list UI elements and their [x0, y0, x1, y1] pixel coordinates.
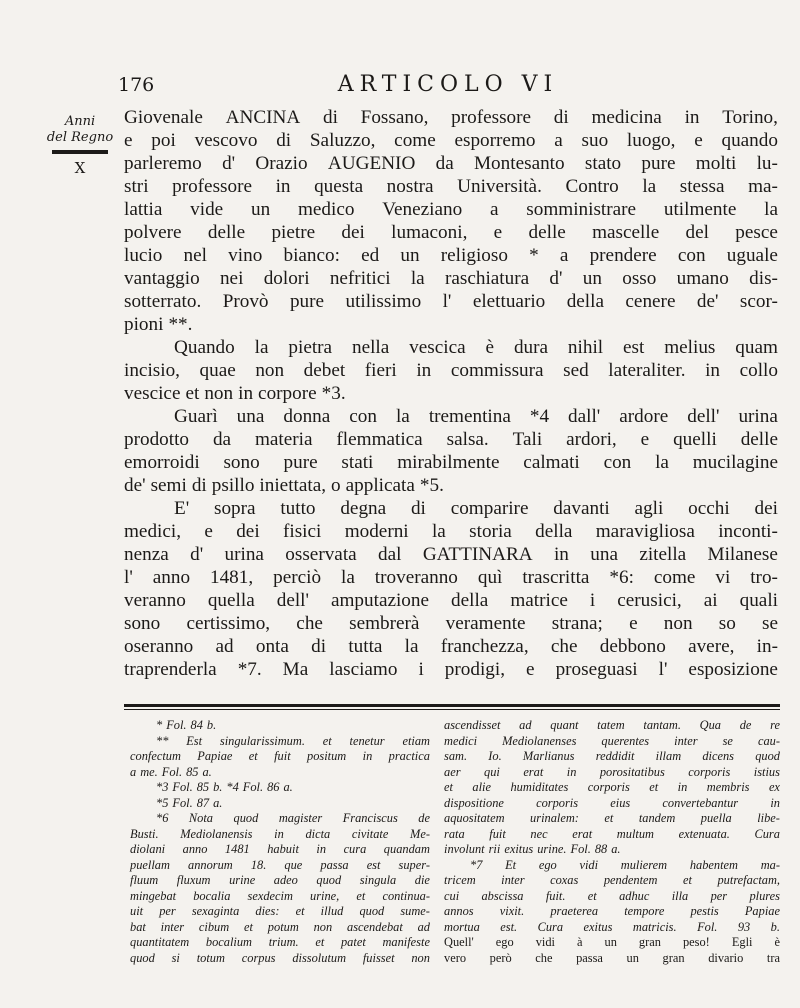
main-text-line: veranno quella dell' amputazione della matrice i cerusici, ai quali [124, 590, 778, 611]
main-text-line: emorroidi sono pure stati mirabilmente calmati con la mucilagine [124, 452, 778, 473]
footnote-right-line: vero però che passa un gran divario tra [444, 950, 780, 965]
main-text-line: E' sopra tutto degna di comparire davanti agli occhi dei [174, 498, 778, 519]
main-text-line: sotterrato. Provò pure utilissimo l' elettuario della cenere de' scor- [124, 291, 778, 312]
main-text-line: vescice et non in corpore *3. [124, 383, 346, 404]
footnote-left-line: fluum fluxum urine adeo quod singula die [130, 873, 430, 887]
footnote-left-line: Busti. Mediolanensis in dicta civitate Me- [130, 826, 430, 841]
footnote-left-line: *3 Fol. 85 b. *4 Fol. 86 a. [156, 780, 293, 794]
footnote-right-line: involunt rii exitus urine. Fol. 88 a. [444, 842, 621, 856]
main-text-line: pioni **. [124, 314, 193, 335]
footnote-right-line: aer qui erat in porositatibus corporis istius [444, 764, 780, 779]
footnote-left-line: ** Est singularissimum. et tenetur etiam [156, 733, 430, 748]
margin-note [44, 114, 116, 176]
footnote-left-line: * Fol. 84 b. [156, 718, 217, 732]
main-text-line: oseranno ad onta di tutta la franchezza, che debbono avere, in- [124, 636, 778, 657]
main-text-line: medici, e dei fisici moderni la storia della maravigliosa inconti- [124, 521, 778, 542]
footnote-right-line: annos vixit. praeterea tempore pestis Papiae [444, 904, 780, 918]
footnote-left-line: diolani anno 1481 habuit in cura quandam [130, 842, 430, 856]
footnote-rule [124, 704, 780, 707]
main-text-line: Giovenale ANCINA di Fossano, professore di medicina in Torino, [124, 107, 778, 128]
footnote-left-line: quod si totum corpus dissolutum fuisset non [130, 950, 430, 965]
footnote-left-line: mingebat bocalia sexdecim urine, et continua- [130, 888, 430, 903]
footnote-left-line: puellam annorum 18. que passa est super- [130, 857, 430, 872]
main-text-line: lucio nel vino bianco: ed un religioso * a prendere con uguale [124, 245, 778, 266]
footnote-right-line: mortua est. Cura exitus matricis. Fol. 93 b. [444, 919, 780, 934]
footnote-rule-thin [124, 709, 780, 710]
footnote-left-line: confectum Papiae et fuit positum in practica [130, 749, 430, 763]
running-title: ARTICOLO VI [337, 72, 559, 97]
footnote-right-line: rata fuit nec erat multum extenuata. Cura [444, 826, 780, 841]
main-text-block [124, 106, 778, 681]
main-text-line: e poi vescovo di Saluzzo, come esporremo a suo luogo, e quando [124, 130, 778, 151]
main-text-line: vantaggio nei dolori nefritici la raschiatura d' un osso umano dis- [124, 268, 778, 289]
footnote-left-line: bat inter cibum et potum non ascendebat ad [130, 919, 430, 934]
main-text-line: sono certissimo, che sembrerà veramente strana; e non so se [124, 613, 778, 634]
footnote-left-line: a me. Fol. 85 a. [130, 764, 212, 779]
footnote-right-line: sam. Io. Marlianus reddidit illam dicens quod [444, 749, 780, 763]
footnote-left-line: uit per sexaginta dies: et illud quod sume- [130, 904, 430, 918]
page-header [118, 68, 778, 100]
main-text-line: Guarì una donna con la trementina *4 dall' ardore dell' urina [174, 406, 778, 427]
footnotes-right-column [444, 718, 780, 966]
footnote-right-line: et alie humiditates corporis et in membris ex [444, 780, 780, 794]
main-text-line: l' anno 1481, perciò la troveranno quì trascritta *6: come vi tro- [124, 567, 778, 588]
main-text-line: stri professore in questa nostra Università. Contro la stessa ma- [124, 176, 778, 197]
main-text-line: Quando la pietra nella vescica è dura nihil est melius quam [174, 337, 778, 358]
footnote-left-line: *5 Fol. 87 a. [156, 795, 223, 810]
main-text-line: prodotto da materia flemmatica salsa. Tali ardori, e quelli delle [124, 429, 778, 450]
margin-numeral: X [74, 159, 86, 177]
margin-note-line-2: del Regno [46, 130, 114, 145]
main-text-line: incisio, quae non debet fieri in commissura sed lateraliter. in collo [124, 360, 778, 381]
main-text-line: traprenderla *7. Ma lasciamo i prodigi, e proseguasi l' esposizione [124, 659, 778, 680]
main-text-line: de' semi di psillo iniettata, o applicata *5. [124, 475, 444, 496]
main-text-line: parleremo d' Orazio AUGENIO da Montesanto stato pure molti lu- [124, 153, 778, 174]
margin-rule [52, 150, 108, 154]
footnote-right-line: medici Mediolanenses querentes inter se cau- [444, 733, 780, 748]
footnote-right-line: ascendisset ad quant tatem tantam. Qua de re [444, 718, 780, 732]
footnote-right-line: dispositione corporis eius convertebantur in [444, 795, 780, 810]
footnotes-left-column [130, 718, 430, 966]
footnote-right-line: *7 Et ego vidi mulierem habentem ma- [470, 857, 780, 872]
footnote-left-line: *6 Nota quod magister Franciscus de [156, 811, 430, 825]
main-text-line: lattia vide un medico Veneziano a somministrare utilmente la [124, 199, 778, 220]
page-number: 176 [118, 74, 155, 96]
footnote-right-line: Quell' ego vidi à un gran peso! Egli è [444, 935, 780, 949]
footnote-right-line: aquositatem urinalem: et tandem puella libe- [444, 811, 780, 825]
footnote-right-line: tricem inter coxas pendentem et putrefactam, [444, 873, 780, 887]
main-text-line: nenza d' urina osservata dal GATTINARA in una zitella Milanese [124, 544, 778, 565]
footnote-left-line: quantitatem bocalium trium. et patet manifeste [130, 935, 430, 949]
footnote-right-line: cui abscissa fuit. et adhuc illa per plures [444, 888, 780, 903]
margin-note-line-1: Anni [64, 114, 96, 129]
main-text-line: polvere delle pietre dei lumaconi, e delle mascelle del pesce [124, 222, 778, 243]
